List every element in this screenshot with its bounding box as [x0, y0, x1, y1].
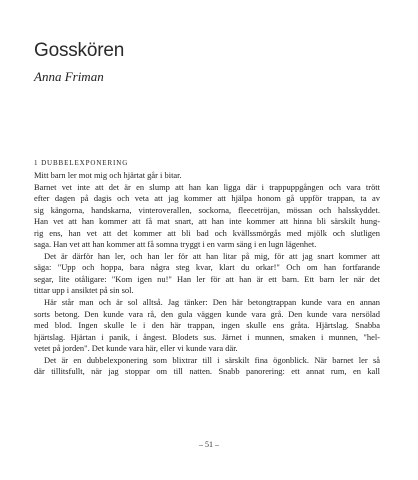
- section-number: 1: [34, 159, 39, 167]
- text-line: med blod. Ingen skulle le i den här trappan, ingen skulle ens gråta. Hjärtslag. Snabba: [34, 320, 380, 331]
- body-text: [34, 170, 380, 378]
- text-line: tittar upp i ansiktet på sin sol.: [34, 285, 134, 296]
- section-heading: [34, 159, 128, 167]
- text-line: Han vet att han kommer att få mat snart, att han inte kommer att hinna bli särskilt hung-: [34, 216, 380, 227]
- text-line: sorts betong. Den kunde vara rå, den gula väggen kunde vara grå. Den kunde vara nersölad: [34, 308, 380, 319]
- text-line: saga. Han vet att han kommer att få somna tryggt i en varm säng i en lugn lägenhet.: [34, 239, 317, 250]
- page-title: Gosskören: [34, 40, 125, 61]
- text-line: Mitt barn ler mot mig och hjärtat går i bitar.: [34, 170, 182, 180]
- text-line: där tillitsfullt, när jag stoppar om till natten. Snabb panorering: ett annat rum, en kall: [34, 366, 380, 377]
- text-line: segar, lite otåligare: "Kom igen nu!" Han ler för att han är ett barn. Ett barn ler när det: [34, 273, 380, 284]
- text-line: vetet på jorden". Det kunde vara här, eller vi kunde vara där.: [34, 343, 238, 354]
- text-line: Det är därför han ler, och han ler för att han litar på mig, för att jag snart kommer att: [44, 250, 380, 261]
- text-line: hjärtslag. Hjärtan i panik, i ångest. Blodets sus. Järnet i munnen, smaken i munnen, "hel-: [34, 331, 380, 342]
- text-line: rig ens, han vet att det kommer att bli bad och kvällssmörgås med mjölk och slutligen: [34, 227, 380, 238]
- text-line: sig kängorna, handskarna, vinteroverallen, sockorna, fleecetröjan, mössan och halsskyddet.: [34, 204, 380, 215]
- text-line: Det är en dubbelexponering som blixtrar till i särskilt fina ögonblick. När barnet ler så: [44, 354, 380, 365]
- text-line: säga: "Upp och hoppa, bara några steg kvar, klart du orkar!" Och om han fortfarande: [34, 262, 380, 273]
- text-line: Här står man och är sol alltså. Jag tänker: Den här betongtrappan kunde vara en annan: [44, 297, 380, 308]
- section-title: DUBBELEXPONERING: [41, 159, 129, 167]
- page-number: – 51 –: [199, 440, 219, 449]
- author-name: Anna Friman: [34, 69, 104, 84]
- text-line: Barnet vet inte att det är en slump att han kan ligga där i trappuppgången och vara trött: [34, 181, 380, 192]
- text-line: efter dagen på dagis och veta att jag kommer att hjälpa honom gå uppför trappan, ta av: [34, 193, 380, 204]
